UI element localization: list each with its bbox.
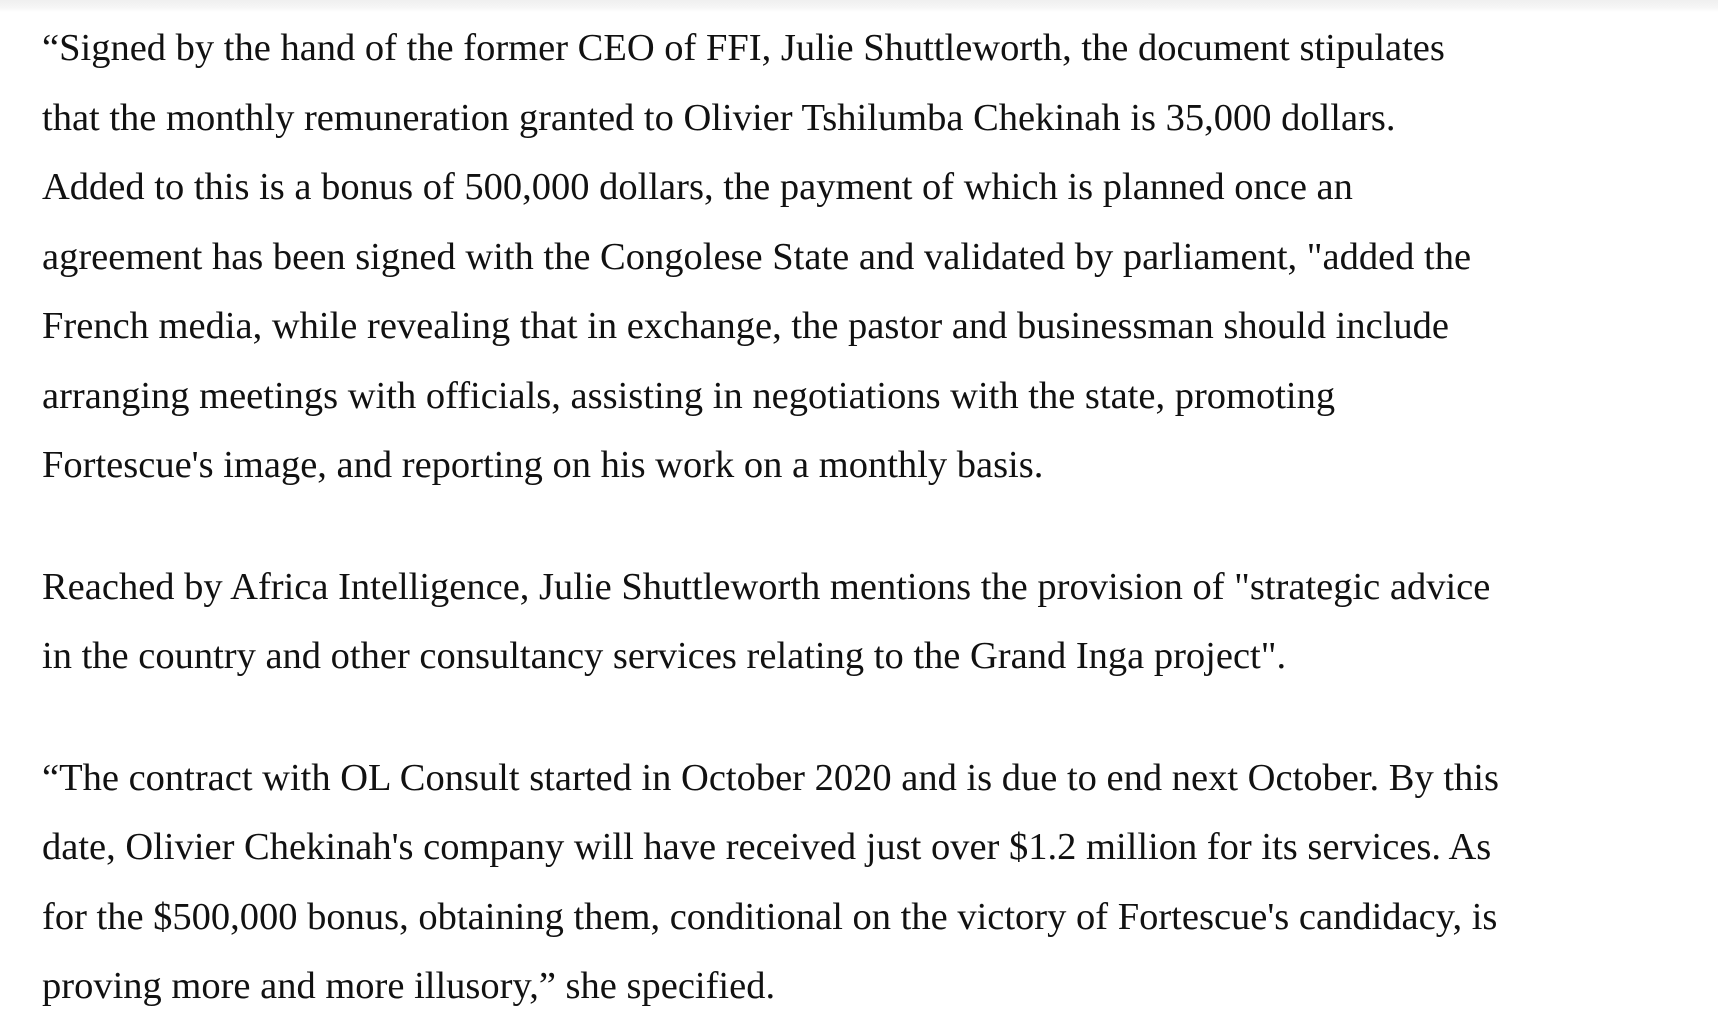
paragraph-line: Reached by Africa Intelligence, Julie Shuttleworth mentions the provision of "strategic advice [42, 565, 1491, 608]
paragraph-contract-terms [42, 14, 1702, 501]
paragraph-line: arranging meetings with officials, assisting in negotiations with the state, promoting [42, 374, 1336, 417]
paragraph-line: that the monthly remuneration granted to Olivier Tshilumba Chekinah is 35,000 dollars. [42, 96, 1396, 139]
paragraph-line: agreement has been signed with the Congolese State and validated by parliament, "added the [42, 235, 1472, 278]
paragraph-line: date, Olivier Chekinah's company will have received just over $1.2 million for its services. As [42, 826, 1492, 868]
paragraph-line: in the country and other consultancy services relating to the Grand Inga project". [42, 635, 1287, 677]
paragraph-line: proving more and more illusory,” she specified. [42, 965, 776, 1007]
paragraph-line: Added to this is a bonus of 500,000 dollars, the payment of which is planned once an [42, 166, 1353, 208]
paragraph-contract-duration [42, 744, 1702, 1012]
top-edge-shadow [0, 0, 1718, 12]
article-body [42, 14, 1702, 1012]
paragraph-line: for the $500,000 bonus, obtaining them, conditional on the victory of Fortescue's candidacy, is [42, 895, 1498, 938]
paragraph-line: French media, while revealing that in exchange, the pastor and businessman should include [42, 305, 1449, 347]
paragraph-line: Fortescue's image, and reporting on his work on a monthly basis. [42, 444, 1044, 486]
paragraph-shuttleworth-statement [42, 553, 1702, 692]
paragraph-line: “Signed by the hand of the former CEO of FFI, Julie Shuttleworth, the document stipulates [42, 27, 1445, 69]
paragraph-line: “The contract with OL Consult started in October 2020 and is due to end next October. By this [42, 756, 1499, 799]
